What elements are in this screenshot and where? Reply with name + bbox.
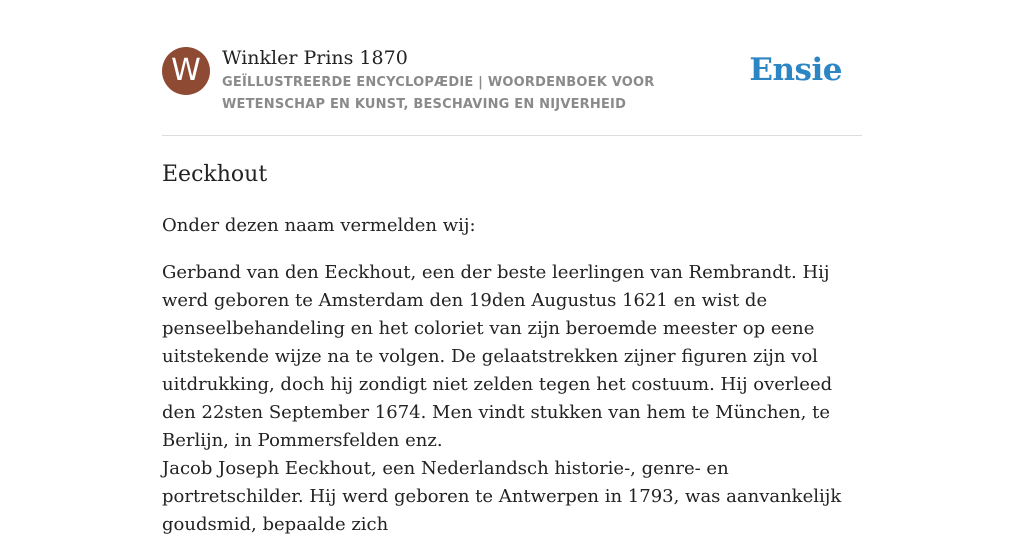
article-title: Eeckhout [162,162,268,187]
source-header [162,0,862,136]
article-intro: Onder dezen naam vermelden wij: [162,215,476,236]
source-subtitle: GEÏLLUSTREERDE ENCYCLOPÆDIE | WOORDENBOEK VOOR WETENSCHAP EN KUNST, BESCHAVING EN NIJVERHEID [222,75,655,112]
source-title[interactable]: Winkler Prins 1870 [222,47,408,69]
article-paragraph: Jacob Joseph Eeckhout, een Nederlandsch historie-, genre- en portretschilder. Hij werd geboren te Antwerpen in 1793, was aanvankelijk goudsmid, bepaalde zich [162,458,842,535]
page-container [162,0,862,535]
article-paragraph: Gerband van den Eeckhout, een der beste leerlingen van Rembrandt. Hij werd geboren te Amsterdam den 19den Augustus 1621 en wist de penseelbehandeling en het coloriet van zijn beroemde meester op eene uitstekende wijze na te volgen. De gelaatstrekken zijner figuren zijn vol uitdrukking, doch hij zondigt niet zelden tegen het costuum. Hij overleed den 22sten September 1674. Men vindt stukken van hem te München, te Berlijn, in Pommersfelden enz. [162,262,833,451]
source-avatar[interactable]: W [162,47,210,95]
ensie-logo[interactable]: Ensie [749,52,842,88]
